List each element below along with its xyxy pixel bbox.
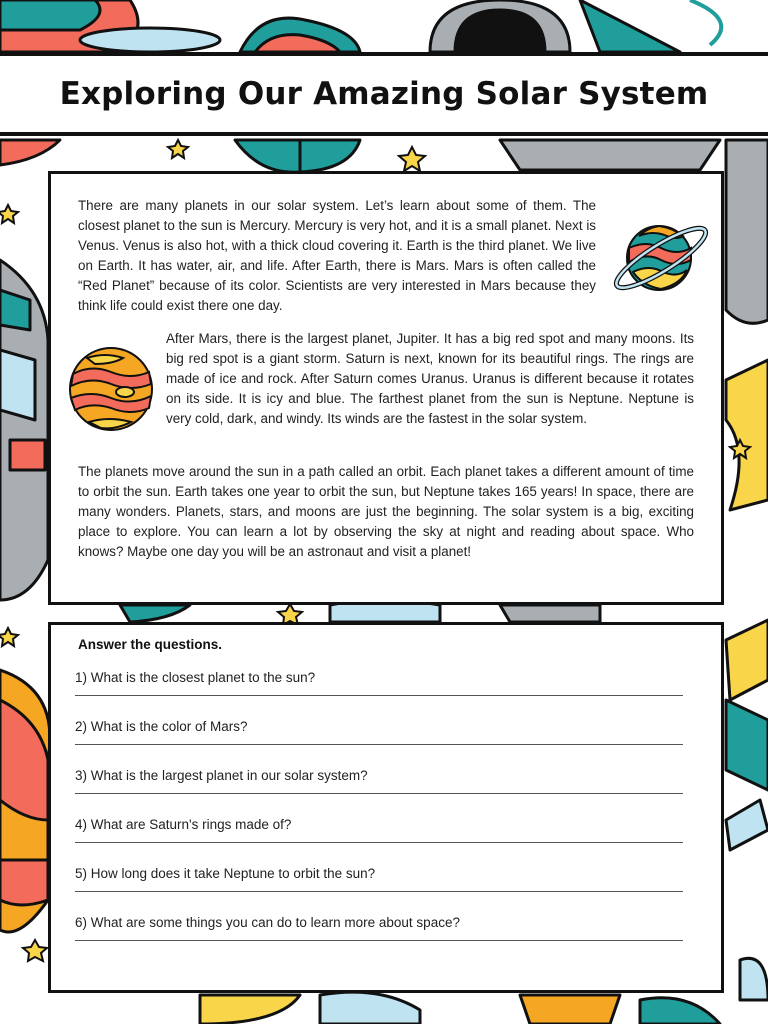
question-3	[75, 768, 695, 794]
paragraph-3: The planets move around the sun in a path called an orbit. Each planet takes a different amount of time to orbit the sun. Earth takes one year to orbit the sun, but Neptune takes 165 years! In space, there are many wonders. Planets, stars, and moons are just the beginning. The solar system is a big, exciting place to explore. You can learn a lot by observing the sky at night and reading about space. Who knows? Maybe one day you will be an astronaut and visit a planet!	[78, 464, 694, 559]
question-6	[75, 915, 695, 941]
title-banner	[0, 52, 768, 136]
questions-section	[48, 622, 724, 993]
answer-line[interactable]	[75, 891, 683, 892]
saturn-planet-icon	[611, 214, 711, 300]
question-text: 1) What is the closest planet to the sun?	[75, 670, 316, 685]
page-title: Exploring Our Amazing Solar System	[59, 76, 709, 112]
question-1	[75, 670, 695, 696]
answer-line[interactable]	[75, 940, 683, 941]
paragraph-1: There are many planets in our solar system. Let’s learn about some of them. The closest planet to the sun is Mercury. Mercury is very hot, and it is a small planet. Next is Venus. Venus is also hot, with a thick cloud covering it. Earth is the third planet. We live on Earth. It has water, air, and life. After Earth, there is Mars. Mars is often called the “Red Planet” because of its color. Scientists are very interested in Mars because they think life could exist there one day.	[78, 198, 596, 313]
answer-line[interactable]	[75, 695, 683, 696]
question-text: 3) What is the largest planet in our solar system?	[75, 768, 368, 783]
paragraph-2: After Mars, there is the largest planet, Jupiter. It has a big red spot and many moons. Its big red spot is a giant storm. Saturn is next, known for its beautiful rings. The rings are made of ice and rock. After Saturn comes Uranus. Uranus is different because it rotates on its side. It is icy and blue. The farthest planet from the sun is Neptune. Neptune is very cold, dark, and windy. Its winds are the fastest in the solar system.	[166, 331, 694, 426]
question-text: 2) What is the color of Mars?	[75, 719, 248, 734]
answer-line[interactable]	[75, 793, 683, 794]
question-4	[75, 817, 695, 843]
jupiter-planet-icon	[65, 346, 157, 432]
question-text: 5) How long does it take Neptune to orbit the sun?	[75, 866, 376, 881]
question-text: 6) What are some things you can do to learn more about space?	[75, 915, 460, 930]
question-2	[75, 719, 695, 745]
question-5	[75, 866, 695, 892]
reading-passage	[48, 171, 724, 605]
question-text: 4) What are Saturn's rings made of?	[75, 817, 292, 832]
answer-line[interactable]	[75, 842, 683, 843]
questions-heading: Answer the questions.	[78, 637, 223, 652]
answer-line[interactable]	[75, 744, 683, 745]
